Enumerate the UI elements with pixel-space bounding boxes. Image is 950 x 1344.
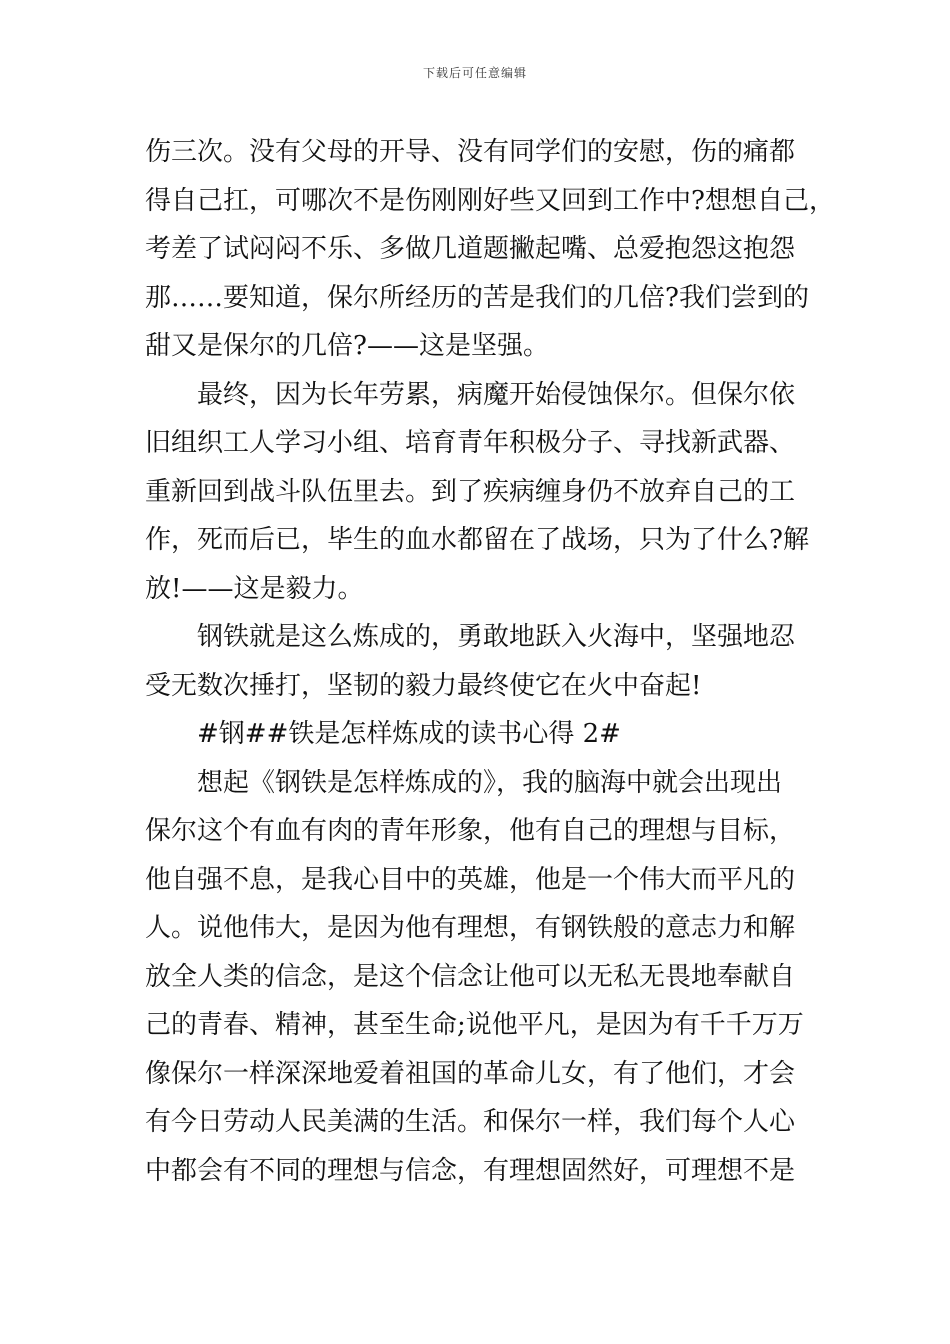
section-heading: #钢##铁是怎样炼成的读书心得 2#	[197, 719, 621, 749]
text-line: 旧组织工人学习小组、培育青年积极分子、寻找新武器、	[145, 428, 796, 458]
text-line: 伤三次。没有父母的开导、没有同学们的安慰，伤的痛都	[145, 137, 796, 167]
text-line: 作，死而后已，毕生的血水都留在了战场，只为了什么?解	[145, 525, 809, 555]
text-line: 己的青春、精神，甚至生命;说他平凡，是因为有千千万万	[145, 1010, 804, 1040]
text-line: 甜又是保尔的几倍?——这是坚强。	[145, 331, 549, 361]
text-line: 保尔这个有血有肉的青年形象，他有自己的理想与目标，	[145, 816, 796, 846]
paragraph-start-line: 想起《钢铁是怎样炼成的》，我的脑海中就会出现出	[197, 767, 783, 798]
text-line: 他自强不息，是我心目中的英雄，他是一个伟大而平凡的	[145, 864, 796, 895]
text-line: 重新回到战斗队伍里去。到了疾病缠身仍不放弃自己的工	[145, 476, 796, 507]
text-line: 那……要知道，保尔所经历的苦是我们的几倍?我们尝到的	[145, 282, 809, 313]
text-line: 考差了试闷闷不乐、多做几道题撇起嘴、总爱抱怨这抱怨	[145, 234, 796, 264]
page-header: 下载后可任意编辑	[422, 66, 527, 80]
paragraph-start-line: 最终，因为长年劳累，病魔开始侵蚀保尔。但保尔依	[197, 379, 796, 410]
text-line: 放全人类的信念，是这个信念让他可以无私无畏地奉献自	[145, 961, 796, 992]
text-line: 人。说他伟大，是因为他有理想，有钢铁般的意志力和解	[145, 913, 796, 943]
text-line: 受无数次捶打，坚韧的毅力最终使它在火中奋起!	[145, 670, 702, 701]
text-line: 中都会有不同的理想与信念，有理想固然好，可理想不是	[145, 1155, 796, 1186]
text-line: 有今日劳动人民美满的生活。和保尔一样，我们每个人心	[145, 1107, 796, 1137]
text-line: 得自己扛，可哪次不是伤刚刚好些又回到工作中?想想自己，	[145, 185, 835, 216]
text-line: 像保尔一样深深地爱着祖国的革命儿女，有了他们，才会	[145, 1058, 796, 1089]
paragraph-start-line: 钢铁就是这么炼成的，勇敢地跃入火海中，坚强地忍	[197, 622, 796, 652]
document-body	[145, 128, 835, 1195]
text-line: 放!——这是毅力。	[145, 573, 364, 604]
